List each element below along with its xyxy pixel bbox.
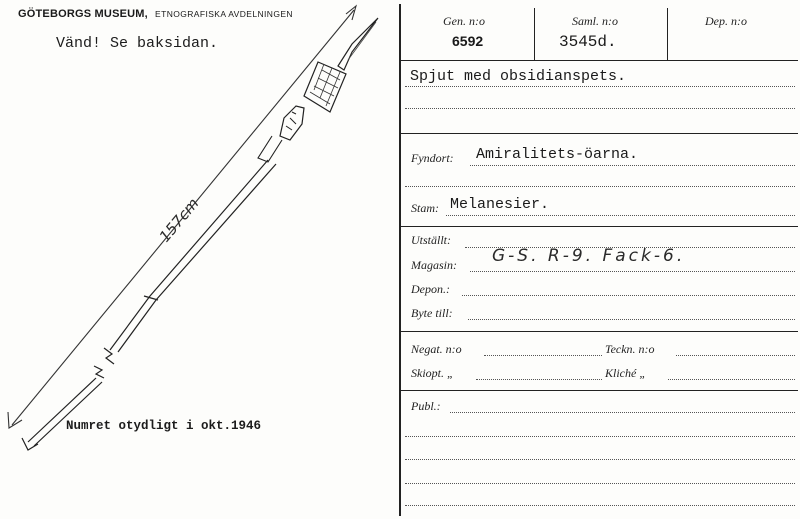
- shaft-lower-right: [34, 382, 102, 446]
- museum-name: GÖTEBORGS MUSEUM,: [18, 8, 148, 20]
- negat-label: Negat. n:o: [411, 342, 462, 356]
- stam-value: Melanesier.: [450, 196, 550, 213]
- title-line-2: [405, 108, 795, 109]
- saml-number-label: Saml. n:o: [572, 14, 618, 28]
- saml-number-value: 3545d.: [559, 33, 617, 51]
- title-line-1: [405, 86, 795, 87]
- stam-line: [446, 215, 795, 216]
- negat-line: [484, 355, 602, 356]
- publ-line-1: [450, 412, 795, 413]
- shaft-joint: [144, 296, 158, 300]
- fyndort-line-1: [470, 165, 795, 166]
- skiopt-label: Skiopt. „: [411, 366, 454, 380]
- object-title: Spjut med obsidianspets.: [410, 68, 627, 85]
- teckn-line: [676, 355, 795, 356]
- shaft-right-edge: [118, 164, 276, 352]
- department-name: ETNOGRAFISKA AVDELNINGEN: [155, 9, 293, 19]
- byte-line: [468, 319, 795, 320]
- point-edge: [348, 22, 376, 60]
- break-mark-upper: [104, 348, 114, 364]
- section-rule-4: [401, 390, 798, 391]
- publ-line-3: [405, 459, 795, 460]
- fyndort-value: Amiralitets-öarna.: [476, 146, 639, 163]
- skiopt-line: [476, 379, 602, 380]
- utstallt-label: Utställt:: [411, 233, 452, 247]
- section-rule-3: [401, 331, 798, 332]
- number-note: Numret otydligt i okt.1946: [66, 419, 262, 433]
- byte-label: Byte till:: [411, 306, 453, 320]
- depon-label: Depon.:: [411, 282, 450, 296]
- publ-line-4: [405, 483, 795, 484]
- shaft-collar: [258, 136, 282, 162]
- publ-line-5: [405, 505, 795, 506]
- teckn-label: Teckn. n:o: [605, 342, 655, 356]
- depon-line: [462, 295, 795, 296]
- header-divider-1: [534, 8, 535, 60]
- section-rule-2: [401, 226, 798, 227]
- gen-number-value: 6592: [452, 33, 484, 49]
- carved-figure: [280, 106, 304, 140]
- section-rule-1: [401, 133, 798, 134]
- header-rule: [401, 60, 798, 61]
- shaft-left-edge: [110, 160, 268, 350]
- binding-wrap: [304, 62, 346, 112]
- turn-over-note: Vänd! Se baksidan.: [56, 35, 219, 52]
- publ-label: Publ.:: [411, 399, 441, 413]
- header-divider-2: [667, 8, 668, 60]
- fyndort-line-2: [405, 186, 795, 187]
- card-divider: [399, 4, 401, 516]
- magasin-line: [470, 271, 795, 272]
- gen-number-label: Gen. n:o: [443, 14, 485, 28]
- length-annotation: 157cm: [155, 194, 203, 246]
- magasin-value: G-S. R-9. Fack-6.: [492, 246, 686, 266]
- fyndort-label: Fyndort:: [411, 151, 454, 165]
- dep-number-label: Dep. n:o: [705, 14, 747, 28]
- stam-label: Stam:: [411, 201, 439, 215]
- break-mark-lower: [94, 366, 104, 378]
- measure-arrow-bottom: [8, 412, 22, 428]
- publ-line-2: [405, 436, 795, 437]
- magasin-label: Magasin:: [411, 258, 457, 272]
- obsidian-point: [338, 18, 378, 70]
- kliche-line: [668, 379, 795, 380]
- kliche-label: Kliché „: [605, 366, 646, 380]
